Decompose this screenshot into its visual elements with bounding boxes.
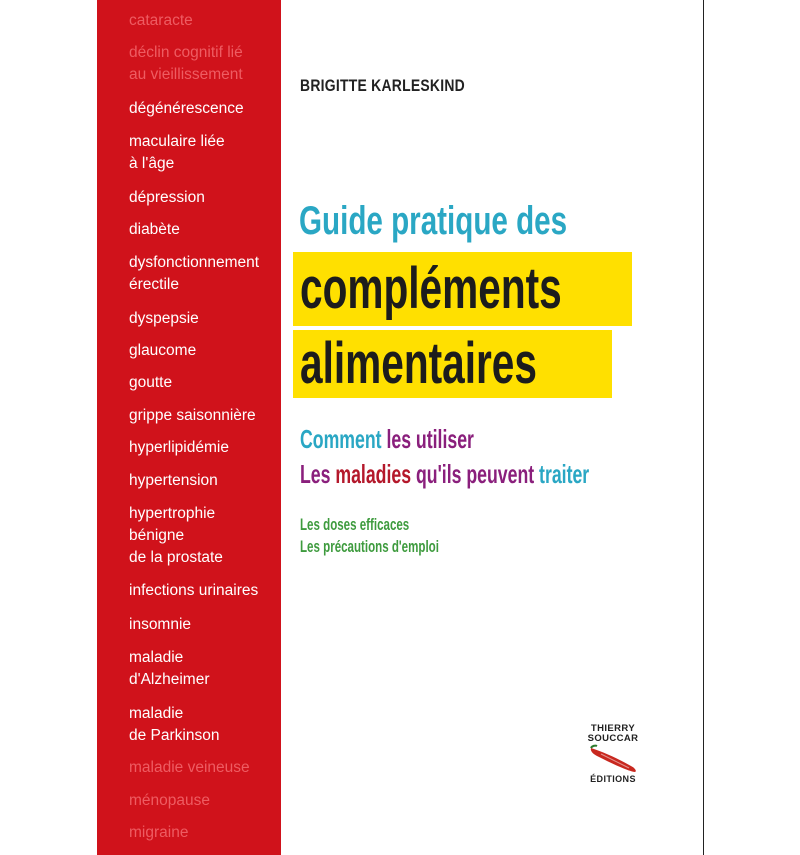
sidebar-condition-item: grippe saisonnière (129, 407, 256, 424)
subtitle-maladies: maladies (335, 459, 412, 489)
sidebar-condition-item: diabète (129, 221, 180, 238)
subtitle-quils-peuvent: qu'ils peuvent (411, 459, 540, 489)
sidebar-condition-item: dysfonctionnement érectile (129, 254, 260, 293)
sidebar-condition-item: dégénérescence (129, 100, 244, 117)
sidebar-condition-item: dépression (129, 189, 205, 206)
title-line-1: Guide pratique des (299, 199, 568, 243)
author-name: BRIGITTE KARLESKIND (300, 76, 465, 95)
subtitle-line-2 (300, 459, 589, 489)
sidebar-condition-item: maladie d'Alzheimer (129, 649, 210, 688)
sidebar-condition-item: insomnie (129, 616, 192, 633)
sidebar-condition-item: ménopause (129, 792, 211, 809)
sidebar-condition-item: maculaire liée à l'âge (129, 133, 225, 172)
note-doses: Les doses efficaces (300, 515, 410, 534)
sidebar-condition-item: hypertension (129, 472, 218, 489)
publisher-line-2: SOUCCAR (587, 733, 639, 744)
sidebar-condition-item: goutte (129, 374, 173, 391)
subtitle-les: Les (300, 459, 336, 489)
sidebar-condition-item: maladie de Parkinson (129, 705, 220, 744)
subtitle-line-1 (300, 424, 474, 454)
title-line-2: compléments (300, 256, 562, 321)
publisher-line-1: THIERRY (590, 723, 636, 734)
note-precautions: Les précautions d'emploi (300, 537, 439, 556)
sidebar-condition-item: infections urinaires (129, 582, 259, 599)
subtitle-les-utiliser: les utiliser (386, 424, 474, 454)
publisher-logo (578, 724, 648, 784)
publisher-line-3: ÉDITIONS (590, 774, 636, 784)
sidebar-condition-item: dyspepsie (129, 310, 199, 327)
chili-pepper-icon (587, 744, 639, 774)
subtitle-comment: Comment (300, 424, 387, 454)
sidebar-condition-item: hypertrophie bénigne de la prostate (129, 505, 223, 566)
subtitle-traiter: traiter (539, 459, 590, 489)
conditions-sidebar (97, 0, 281, 855)
sidebar-condition-item: hyperlipidémie (129, 439, 229, 456)
sidebar-condition-item: glaucome (129, 342, 197, 359)
sidebar-condition-item: migraine (129, 824, 189, 841)
title-line-3: alimentaires (300, 331, 537, 396)
sidebar-condition-item: maladie veineuse (129, 759, 250, 776)
sidebar-condition-item: cataracte (129, 12, 193, 29)
sidebar-condition-item: déclin cognitif lié au vieillissement (129, 44, 243, 83)
